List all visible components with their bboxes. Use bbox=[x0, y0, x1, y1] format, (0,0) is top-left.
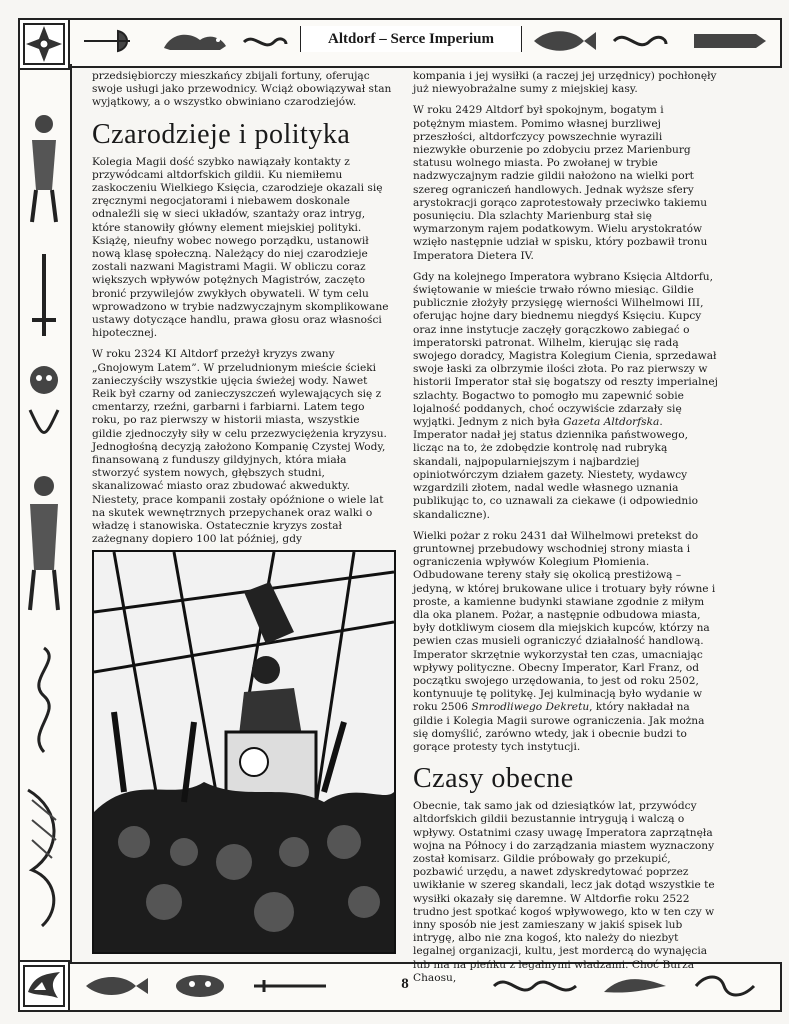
crowd-uprising-illustration-icon bbox=[92, 550, 396, 954]
paragraph bbox=[413, 530, 718, 754]
fish-ornament-icon-bottom bbox=[80, 972, 150, 1000]
corner-star-emblem-icon bbox=[18, 18, 70, 70]
paragraph-continued: przedsiębiorczy mieszkańcy zbijali fortuny, oferując swoje usługi jako przewodnicy. Wciąż obowiązywał stan wyjątkowy, a o wszystko obwiniano czarodziejów. bbox=[92, 70, 392, 109]
axe-ornament-icon bbox=[80, 26, 140, 56]
paragraph-continued: kompania i jej wysiłki (a raczej jej urzędnicy) pochłonęły już niewyobrażalne sumy z miejskiej kasy. bbox=[413, 70, 717, 96]
figure-ornament-icon bbox=[22, 110, 66, 230]
sword-ornament-icon bbox=[22, 250, 66, 340]
paragraph: W roku 2324 KI Altdorf przeżył kryzys zwany „Gnojowym Latem”. W przeludnionym mieście ścieki zanieczyściły wszystkie ujęcia świeżej wody. Nawet Reik był czarny od zanieczyszczeń wylewających się z cmentarzy, rzeźni, garbarni i farbiarni. Latem tego roku, po raz pierwszy w historii miasta, wszystkie gildie zjednoczyły siły w celu przezwyciężenia kryzysu. Jednogłośną decyzją założono Kompanię Czystej Wody, finansowaną z funduszy gildyjnych, która miała stworzyć system nowych, głębszych studni, skanalizować miasto oraz zbudować akwedukty. Niestety, prace kompanii zostały opóźnione o wiele lat na skutek wewnętrznych przepychanek oraz walki o władzę i stanowiska. Ostatecznie kryzys został zażegnany dopiero 100 lat później, gdy bbox=[92, 348, 387, 546]
wing-ornament-icon bbox=[22, 780, 66, 930]
scroll-ornament-icon bbox=[240, 30, 290, 54]
page-number: 8 bbox=[401, 976, 409, 992]
section-heading-wizards-politics: Czarodzieje i polityka bbox=[92, 118, 351, 150]
paragraph bbox=[413, 271, 718, 522]
corner-eagle-emblem-icon bbox=[18, 960, 70, 1012]
skull-ornament-icon bbox=[22, 350, 66, 450]
warrior-ornament-icon bbox=[22, 470, 66, 620]
mask-ornament-icon bbox=[170, 972, 230, 1000]
text-run: , który nakładał na gildie i Kolegia Magii surowe ograniczenia. Jak można się domyślić, zarówno wtedy, jak i obecnie budzi to gorące protesty tych instytucji. bbox=[413, 701, 705, 753]
fish-ornament-icon bbox=[528, 26, 598, 56]
left-text-column bbox=[92, 70, 392, 555]
dagger-ornament-icon bbox=[250, 976, 330, 996]
text-run: . Imperator nadał jej status dziennika państwowego, licząc na to, że zdobędzie kontrolę nad rubryką skandali, najpopularniejszym i najbardziej opiniotwórczym działem gazety. Niestety, wydawcy wzgardzili złotem, nadal wedle własnego uznania publikując to, co uznawali za ciekawe (i odpowiednio skandaliczne). bbox=[413, 416, 699, 521]
decree-title: Smrodliwego Dekretu bbox=[471, 701, 590, 714]
paragraph: W roku 2429 Altdorf był spokojnym, bogatym i potężnym miastem. Pomimo własnej burzliwej przeszłości, altdorfczycy powszechnie wyrazili niezwykłe oburzenie po zdobyciu przez Marienburg statusu wolnego miasta. Po zwołanej w trybie nadzwyczajnym radzie gildii nałożono na wielki port szereg ograniczeń handlowych. Jednak wyższe sfery arystokracji gorąco zaprotestowały przeciwko takiemu posunięciu. Dla szlachty Marienburg stał się wymarzonym rajem podatkowym. Wielu arystokratów wzięło następnie udział w spisku, który pozbawił tronu Imperatora Dietera IV. bbox=[413, 104, 708, 262]
section-heading-present-times: Czasy obecne bbox=[413, 763, 574, 795]
right-text-column bbox=[413, 70, 718, 993]
banner-ornament-icon bbox=[690, 26, 770, 56]
paragraph: Obecnie, tak samo jak od dziesiątków lat, przywódcy altdorfskich gildii bezustannie intrygują i walczą o wpływy. Ostatnimi czasy uwagę Imperatora zaprzątnęła wojna na Północy i do zarządzania miastem wyznaczony został komisarz. Gildie próbowały go przekupić, pozbawić urzędu, a nawet zdyskredytować poprzez uwikłanie w szereg skandali, lecz jak dotąd wszystkie te wysiłki okazały się daremne. W Altdorfie roku 2522 trudno jest spotkać kogoś wpływowego, kto w ten czy w inny sposób nie jest zamieszany w jakiś spisek lub intrygę, albo nie zna kogoś, kto należy do niezbyt legalnej organizacji, kultu, jest mordercą do wynajęcia lub ma na pieńku z legalnymi władzami. Choć Burza Chaosu, bbox=[413, 800, 715, 984]
curl-ornament-icon bbox=[22, 640, 66, 760]
text-run: Wielki pożar z roku 2431 dał Wilhelmowi pretekst do gruntownej przebudowy wschodniej strony miasta i ograniczenia wpływów Kolegium Płomienia. Odbudowane tereny stały się okolicą prestiżową – jedyną, w której brukowane ulice i trotuary były równe i proste, a kamienne budynki stawiane zgodnie z miłym dla oka planem. Pożar, a następnie odbudowa miasta, były dotkliwym ciosem dla miejskich kupców, którzy na pewien czas musieli ograniczyć działalność handlową. Imperator skrzętnie wykorzystał ten czas, umacniając wpływy polityczne. Obecny Imperator, Karl Franz, od początku swojego urzędowania, to jest od roku 2502, kontynuuje tę politykę. Jej kulminacją było wydanie w roku 2506 bbox=[413, 529, 716, 714]
running-header: Altdorf – Serce Imperium bbox=[300, 26, 522, 52]
text-run: Gdy na kolejnego Imperatora wybrano Księcia Altdorfu, świętowanie w mieście trwało równo miesiąc. Gildie publicznie złożyły przysięgę wierności Wilhelmowi III, oferując hojne dary biednemu niegdyś Księciu. Kupcy oraz inne instytucje zaczęły gorączkowo zabiegać o imperatorski patronat. Wilhelm, kierując się radą swojego doradcy, Magistra Kolegium Cienia, sprzedawał swoje łaski za olbrzymie ilości złota. Po raz pierwszy w historii Imperator stał się bogatszy od reszty imperialnej szlachty. Bogactwo to pomogło mu zapewnić sobie lojalność poddanych, choć oczywiście zdarzały się wyjątki. Jednym z nich była bbox=[413, 270, 718, 429]
newspaper-title: Gazeta Altdorfska bbox=[563, 416, 660, 429]
scroll-ornament-icon-2 bbox=[610, 28, 670, 54]
beast-ornament-icon bbox=[160, 26, 230, 56]
paragraph: Kolegia Magii dość szybko nawiązały kontakty z przywódcami altdorfskich gildii. Ku niemiłemu zaskoczeniu Wielkiego Księcia, czarodzieje okazali się zręcznymi negocjatorami i niebawem doskonale odnaleźli się w sieci układów, szantaży oraz intryg, które stanowiły główny element miejskiej polityki. Książę, nieufny wobec nowego porządku, ustanowił nową klasę społeczną. Należący do niej czarodzieje zostali nazwani Magistrami Magii. W obliczu coraz większych wpływów potężnych Magistrów, zaczęto bronić przywilejów zwykłych obywateli. W tym celu wprowadzono w trybie nadzwyczajnym skomplikowane ustawy dotyczące handlu, prawa głosu oraz własności hipotecznej. bbox=[92, 155, 389, 340]
